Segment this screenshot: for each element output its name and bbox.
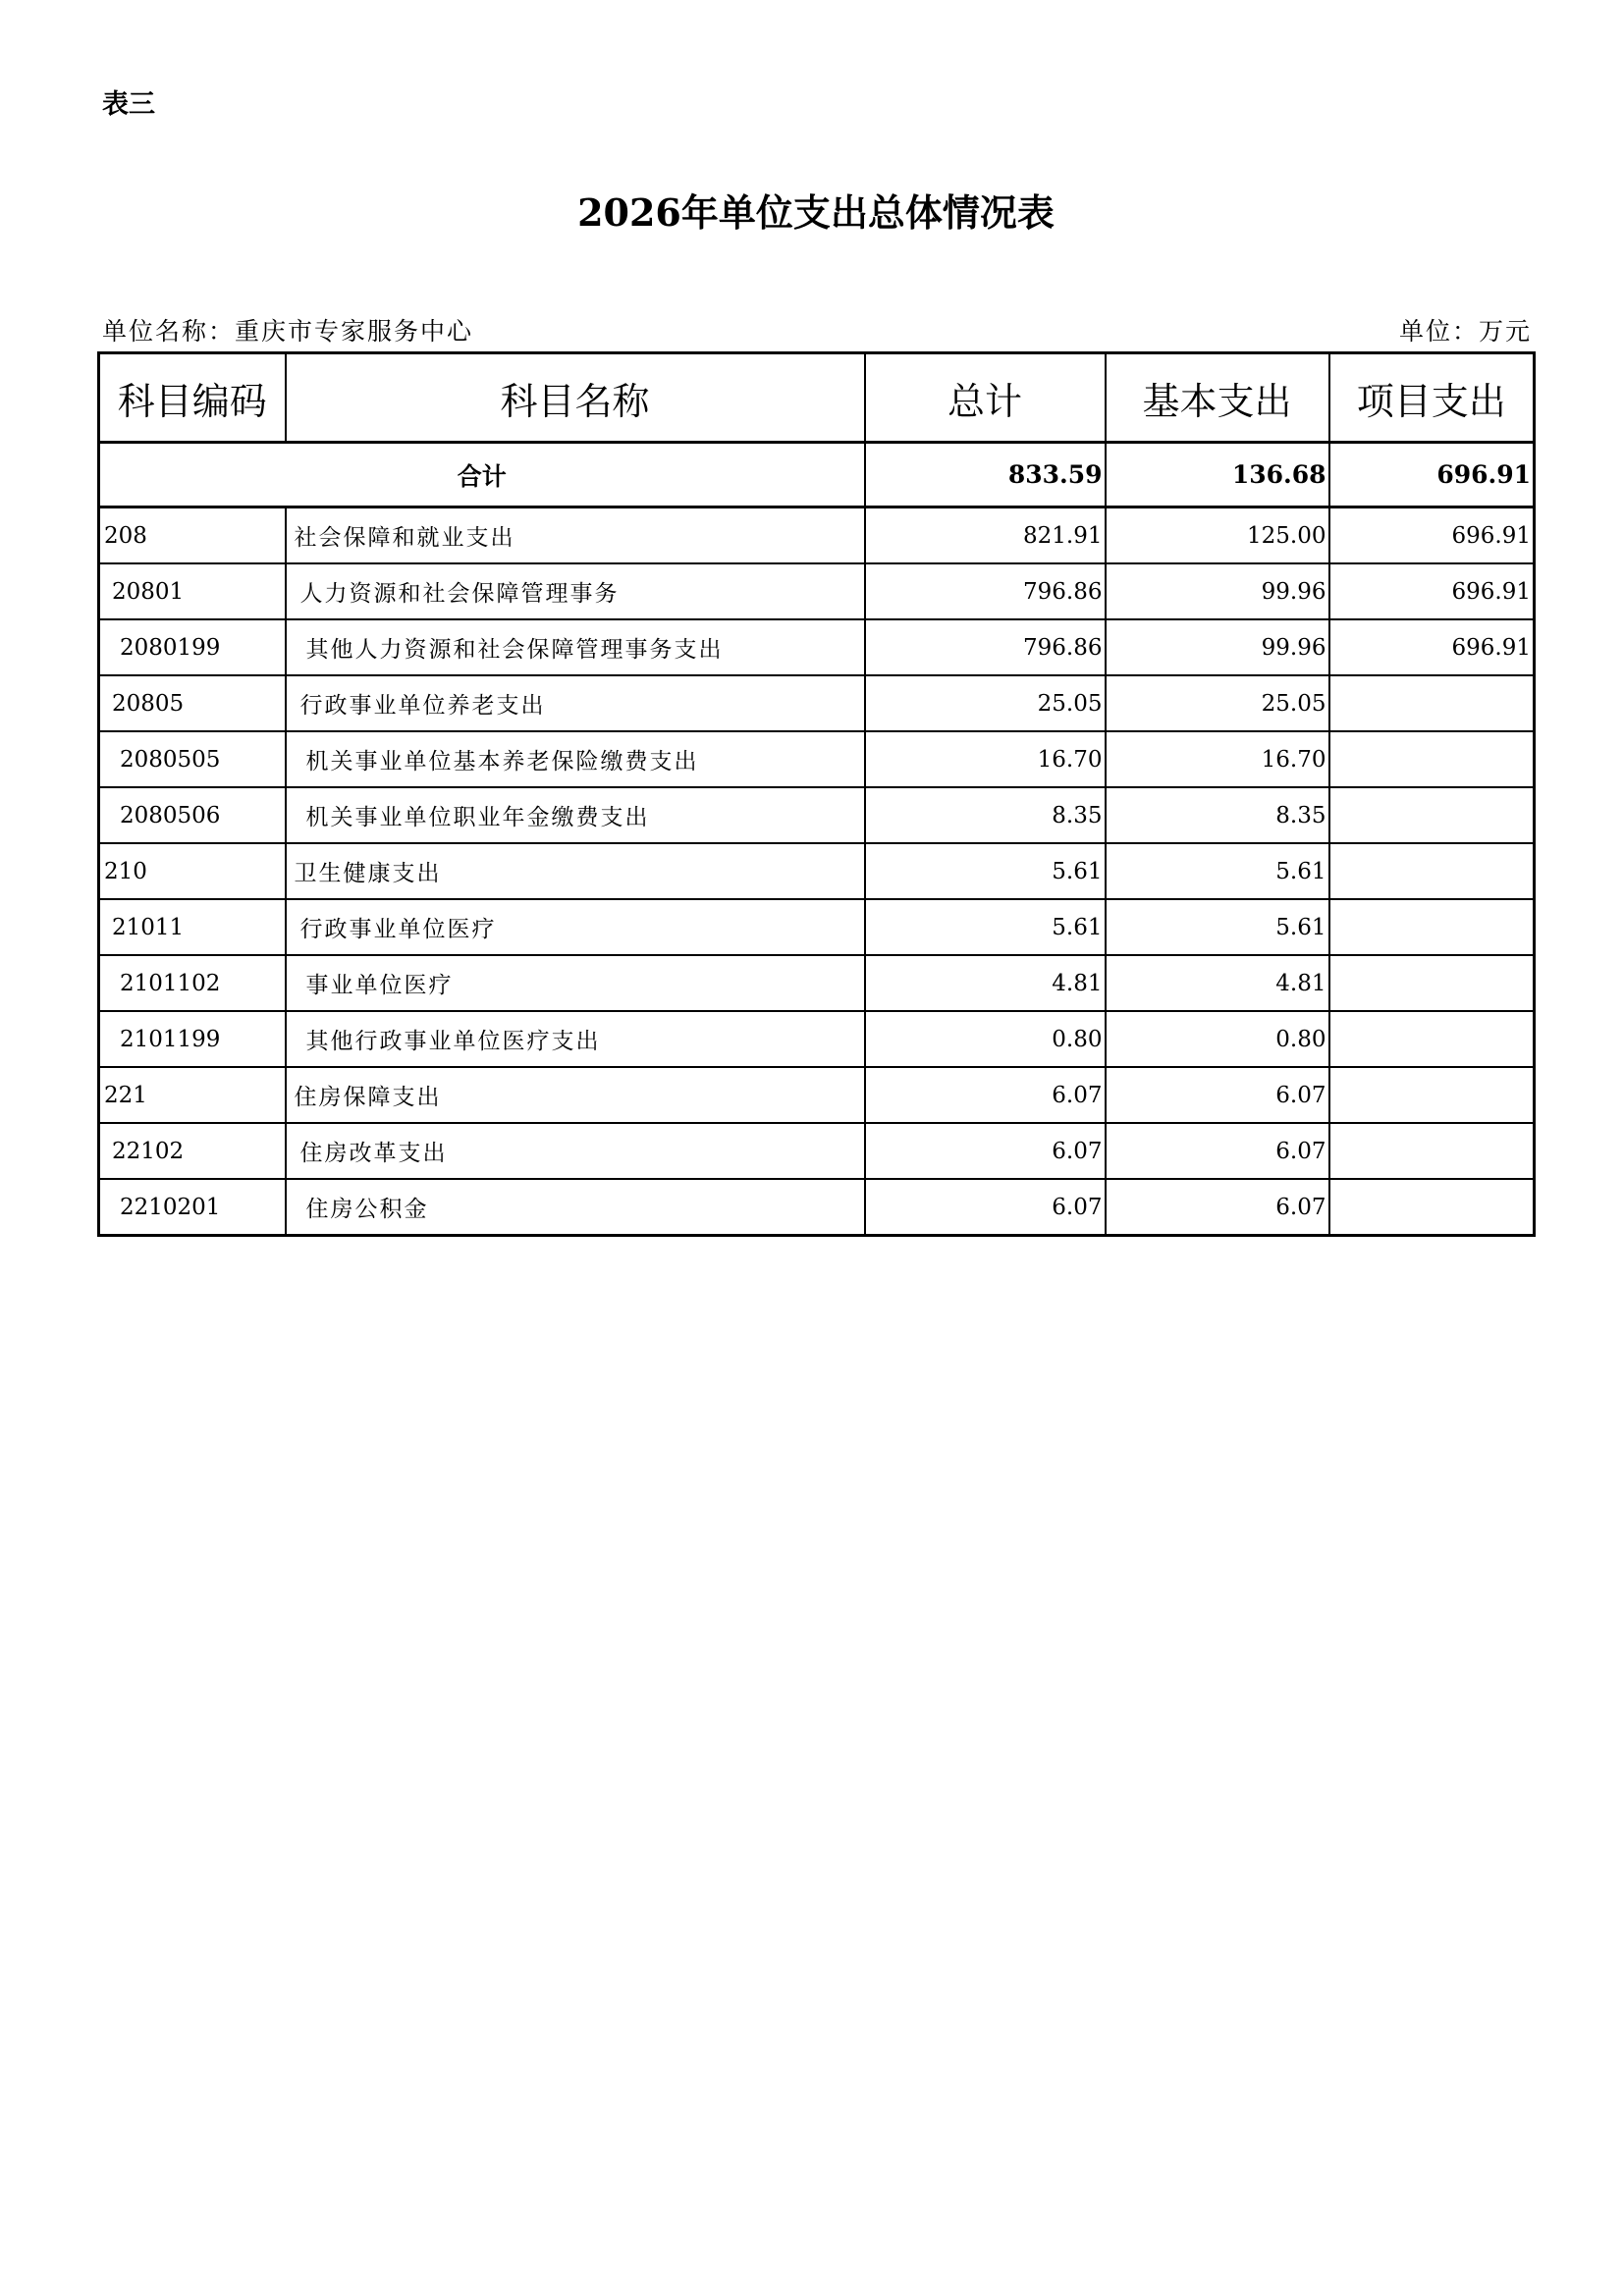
row-name: 卫生健康支出 xyxy=(286,843,865,899)
table-row xyxy=(99,843,1535,899)
row-code: 21011 xyxy=(99,899,286,955)
table-row xyxy=(99,731,1535,787)
row-total: 796.86 xyxy=(865,619,1106,675)
row-total: 6.07 xyxy=(865,1067,1106,1123)
total-label: 合计 xyxy=(99,443,865,507)
row-basic: 8.35 xyxy=(1106,787,1329,843)
row-basic: 5.61 xyxy=(1106,843,1329,899)
row-total: 0.80 xyxy=(865,1011,1106,1067)
row-name: 其他行政事业单位医疗支出 xyxy=(286,1011,865,1067)
total-project: 696.91 xyxy=(1329,443,1535,507)
row-project xyxy=(1329,1179,1535,1236)
header-basic: 基本支出 xyxy=(1106,353,1329,443)
header-code: 科目编码 xyxy=(99,353,286,443)
row-project xyxy=(1329,843,1535,899)
row-project: 696.91 xyxy=(1329,619,1535,675)
row-name: 机关事业单位职业年金缴费支出 xyxy=(286,787,865,843)
row-total: 4.81 xyxy=(865,955,1106,1011)
row-name: 住房改革支出 xyxy=(286,1123,865,1179)
row-basic: 0.80 xyxy=(1106,1011,1329,1067)
row-total: 8.35 xyxy=(865,787,1106,843)
row-code: 20801 xyxy=(99,563,286,619)
row-code: 221 xyxy=(99,1067,286,1123)
row-project xyxy=(1329,675,1535,731)
total-total: 833.59 xyxy=(865,443,1106,507)
row-total: 6.07 xyxy=(865,1123,1106,1179)
table-row xyxy=(99,507,1535,564)
row-code: 2080505 xyxy=(99,731,286,787)
row-code: 2210201 xyxy=(99,1179,286,1236)
row-code: 2101199 xyxy=(99,1011,286,1067)
row-code: 2080506 xyxy=(99,787,286,843)
row-code: 208 xyxy=(99,507,286,564)
row-name: 机关事业单位基本养老保险缴费支出 xyxy=(286,731,865,787)
header-name: 科目名称 xyxy=(286,353,865,443)
row-total: 796.86 xyxy=(865,563,1106,619)
table-row xyxy=(99,787,1535,843)
row-basic: 4.81 xyxy=(1106,955,1329,1011)
row-total: 821.91 xyxy=(865,507,1106,564)
row-code: 20805 xyxy=(99,675,286,731)
row-name: 事业单位医疗 xyxy=(286,955,865,1011)
table-row xyxy=(99,1123,1535,1179)
row-total: 6.07 xyxy=(865,1179,1106,1236)
row-basic: 99.96 xyxy=(1106,563,1329,619)
row-project xyxy=(1329,1123,1535,1179)
total-row xyxy=(99,443,1535,507)
row-project: 696.91 xyxy=(1329,507,1535,564)
row-name: 行政事业单位养老支出 xyxy=(286,675,865,731)
table-row xyxy=(99,1067,1535,1123)
row-project xyxy=(1329,731,1535,787)
row-basic: 99.96 xyxy=(1106,619,1329,675)
table-label: 表三 xyxy=(102,89,155,120)
row-name: 人力资源和社会保障管理事务 xyxy=(286,563,865,619)
table-row xyxy=(99,675,1535,731)
row-project xyxy=(1329,955,1535,1011)
row-project xyxy=(1329,899,1535,955)
header-row xyxy=(99,353,1535,443)
row-total: 16.70 xyxy=(865,731,1106,787)
row-basic: 25.05 xyxy=(1106,675,1329,731)
row-basic: 6.07 xyxy=(1106,1067,1329,1123)
expenditure-table xyxy=(97,351,1536,1237)
table-row xyxy=(99,899,1535,955)
row-name: 其他人力资源和社会保障管理事务支出 xyxy=(286,619,865,675)
row-basic: 6.07 xyxy=(1106,1179,1329,1236)
row-project xyxy=(1329,1067,1535,1123)
header-total: 总计 xyxy=(865,353,1106,443)
unit-name: 单位名称：重庆市专家服务中心 xyxy=(102,317,474,346)
row-basic: 5.61 xyxy=(1106,899,1329,955)
row-project xyxy=(1329,787,1535,843)
row-name: 行政事业单位医疗 xyxy=(286,899,865,955)
row-code: 210 xyxy=(99,843,286,899)
row-total: 5.61 xyxy=(865,899,1106,955)
row-basic: 125.00 xyxy=(1106,507,1329,564)
row-name: 住房保障支出 xyxy=(286,1067,865,1123)
row-code: 2101102 xyxy=(99,955,286,1011)
row-code: 2080199 xyxy=(99,619,286,675)
table-row xyxy=(99,619,1535,675)
total-basic: 136.68 xyxy=(1106,443,1329,507)
row-basic: 6.07 xyxy=(1106,1123,1329,1179)
row-total: 5.61 xyxy=(865,843,1106,899)
row-total: 25.05 xyxy=(865,675,1106,731)
table-row xyxy=(99,1011,1535,1067)
row-project: 696.91 xyxy=(1329,563,1535,619)
table-row xyxy=(99,1179,1535,1236)
page-title: 2026年单位支出总体情况表 xyxy=(577,190,1055,235)
row-project xyxy=(1329,1011,1535,1067)
row-code: 22102 xyxy=(99,1123,286,1179)
table-row xyxy=(99,955,1535,1011)
unit-label: 单位：万元 xyxy=(1398,317,1532,346)
header-project: 项目支出 xyxy=(1329,353,1535,443)
row-name: 社会保障和就业支出 xyxy=(286,507,865,564)
row-basic: 16.70 xyxy=(1106,731,1329,787)
table-row xyxy=(99,563,1535,619)
row-name: 住房公积金 xyxy=(286,1179,865,1236)
